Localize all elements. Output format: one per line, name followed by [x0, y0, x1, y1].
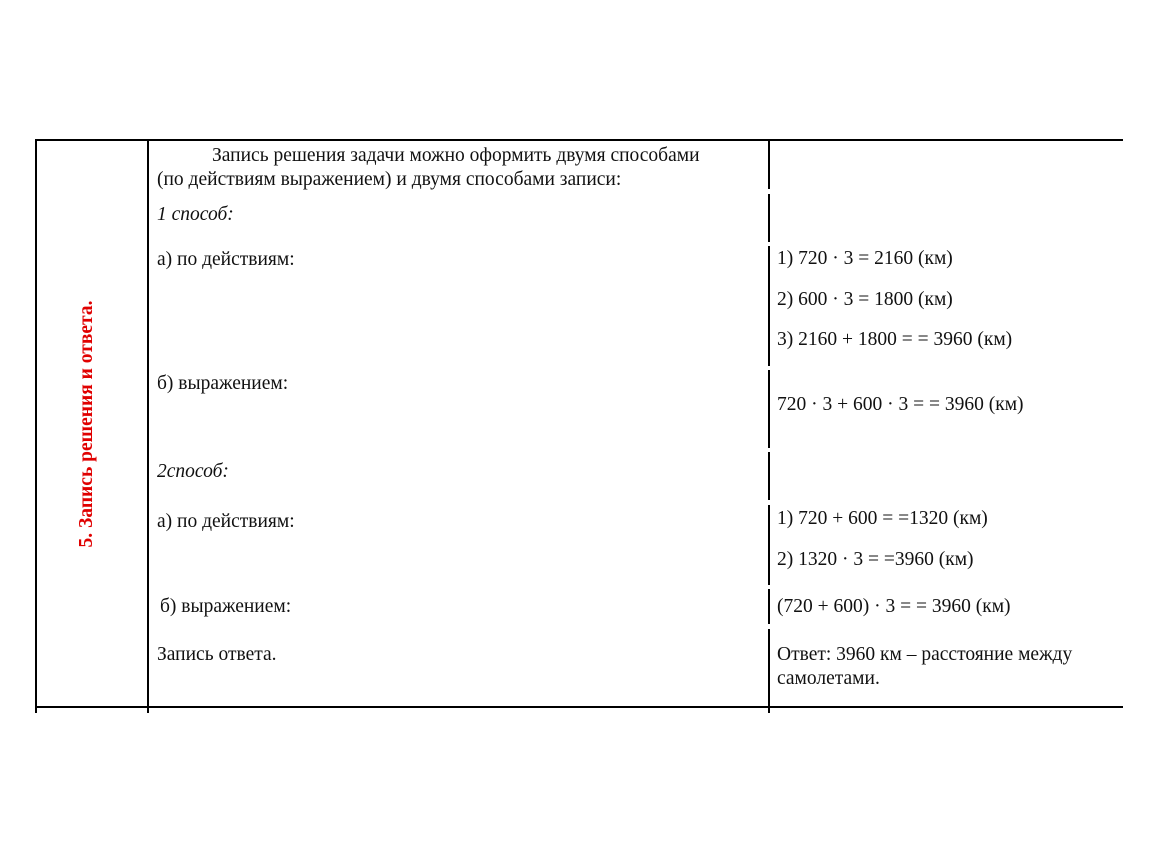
method2-a-label: а) по действиям:	[157, 511, 295, 532]
column-divider-1	[147, 139, 149, 713]
table-left-border	[35, 139, 37, 713]
method1-a-label: а) по действиям:	[157, 249, 295, 270]
method1-b-label: б) выражением:	[157, 373, 289, 394]
answer-line-1: Ответ: 3960 км – расстояние между	[777, 644, 1073, 665]
column-divider-2f	[768, 505, 770, 585]
table-bottom-border	[35, 706, 1123, 708]
column-divider-2b	[768, 194, 770, 242]
method1-step-1: 1) 720 · 3 = 2160 (км)	[777, 248, 953, 269]
method2-b-label: б) выражением:	[160, 596, 292, 617]
intro-line-2: (по действиям выражением) и двумя способами записи:	[157, 169, 622, 190]
column-divider-2a	[768, 139, 770, 189]
column-divider-2e	[768, 452, 770, 500]
column-divider-2c	[768, 246, 770, 366]
section-label: 5. Запись решения и ответа.	[76, 300, 97, 548]
answer-line-2: самолетами.	[777, 668, 880, 689]
method1-expression: 720 · 3 + 600 · 3 = = 3960 (км)	[777, 394, 1024, 415]
table-top-border	[35, 139, 1123, 141]
method2-step-1: 1) 720 + 600 = =1320 (км)	[777, 508, 988, 529]
column-divider-2h	[768, 629, 770, 713]
method2-expression: (720 + 600) · 3 = = 3960 (км)	[777, 596, 1011, 617]
method1-step-3: 3) 2160 + 1800 = = 3960 (км)	[777, 329, 1013, 350]
column-divider-2g	[768, 589, 770, 624]
column-divider-2d	[768, 370, 770, 448]
method2-step-2: 2) 1320 · 3 = =3960 (км)	[777, 549, 974, 570]
method2-title: 2способ:	[157, 461, 229, 482]
method1-step-2: 2) 600 · 3 = 1800 (км)	[777, 289, 953, 310]
intro-line-1: Запись решения задачи можно оформить двумя способами	[212, 145, 700, 166]
answer-label: Запись ответа.	[157, 644, 277, 665]
method1-title: 1 способ:	[157, 204, 234, 225]
